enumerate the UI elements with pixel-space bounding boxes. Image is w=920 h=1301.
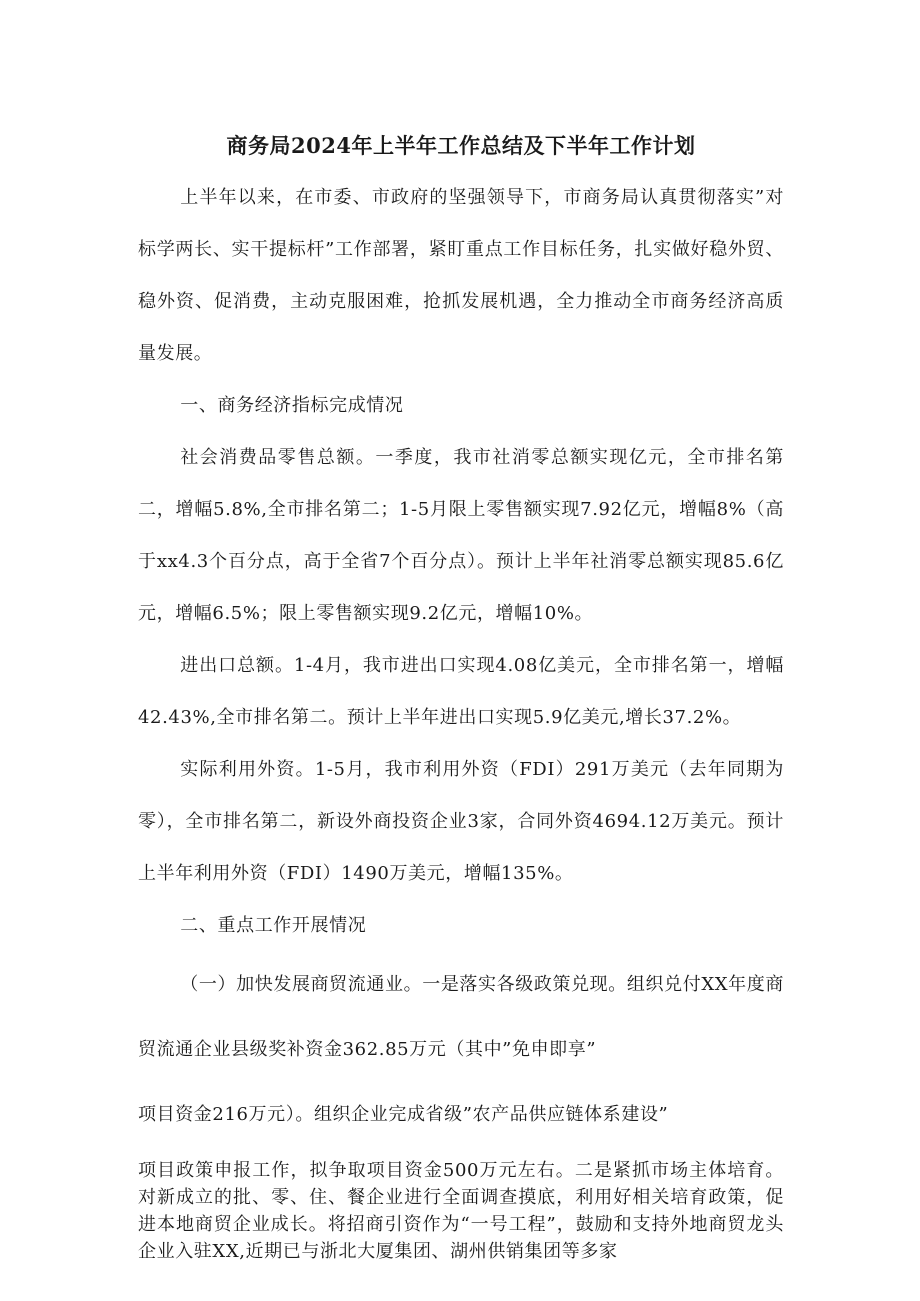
paragraph-retail-sales: 社会消费品零售总额。一季度，我市社消零总额实现亿元，全市排名第二，增幅5.8%,全市排名第二；1-5月限上零售额实现7.92亿元，增幅8%（高于xx4.3个百分点，高于全省7个百分点）。预计上半年社消零总额实现85.6亿元，增幅6.5%；限上零售额实现9.2亿元，增幅10%。 [138, 447, 784, 624]
paragraph-import-export: 进出口总额。1-4月，我市进出口实现4.08亿美元，全市排名第一，增幅42.43%,全市排名第二。预计上半年进出口实现5.9亿美元,增长37.2%。 [138, 655, 784, 728]
intro-paragraph: 上半年以来，在市委、市政府的坚强领导下，市商务局认真贯彻落实”对标学两长、实干提标杆”工作部署，紧盯重点工作目标任务，扎实做好稳外贸、稳外资、促消费，主动克服困难，抢抓发展机遇，全力推动全市商务经济高质量发展。 [138, 187, 784, 364]
paragraph-foreign-investment: 实际利用外资。1-5月，我市利用外资（FDI）291万美元（去年同期为零），全市排名第二，新设外商投资企业3家，合同外资4694.12万美元。预计上半年利用外资（FDI）1490万美元，增幅135%。 [138, 759, 784, 884]
key-work-paragraph-continued: 项目政策申报工作，拟争取项目资金500万元左右。二是紧抓市场主体培育。对新成立的批、零、住、餐企业进行全面调查摸底，利用好相关培育政策，促进本地商贸企业成长。将招商引资作为“一号工程”，鼓励和支持外地商贸龙头企业入驻XX,近期已与浙北大厦集团、湖州供销集团等多家 [138, 1160, 784, 1262]
key-work-line-1: （一）加快发展商贸流通业。一是落实各级政策兑现。组织兑付XX年度商贸流通企业县级奖补资金362.85万元（其中”免申即享” [138, 974, 784, 1060]
document-body [138, 172, 784, 952]
section-heading-indicators: 一、商务经济指标完成情况 [180, 395, 404, 416]
section-heading-key-work: 二、重点工作开展情况 [180, 915, 367, 936]
key-work-opening [138, 952, 784, 1147]
document-title: 商务局2024年上半年工作总结及下半年工作计划 [226, 133, 696, 158]
key-work-line-2: 项目资金216万元）。组织企业完成省级”农产品供应链体系建设” [138, 1104, 669, 1125]
key-work-dense-text [138, 1157, 784, 1265]
